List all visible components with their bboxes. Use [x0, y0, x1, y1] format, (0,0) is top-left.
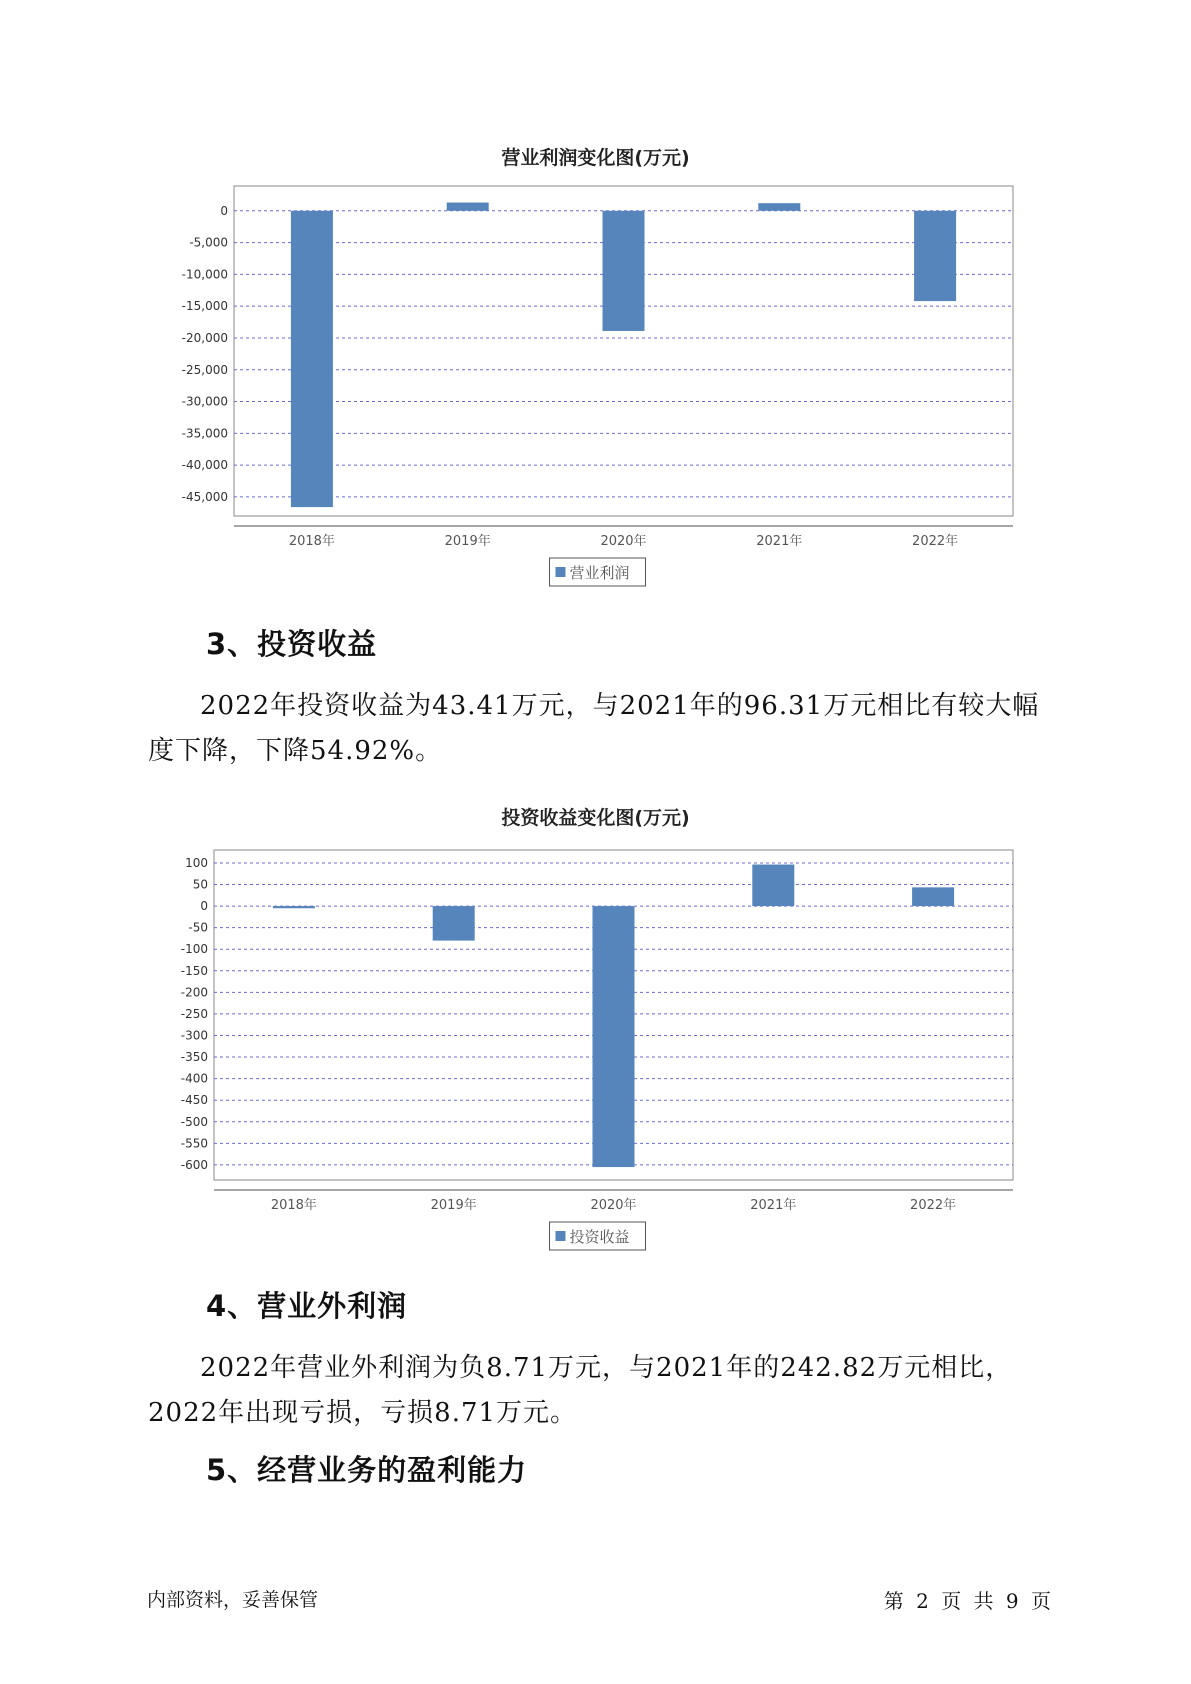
y-tick-label: -400: [180, 1071, 208, 1086]
section4-paragraph: 2022年营业外利润为负8.71万元，与2021年的242.82万元相比，2022年出现亏损，亏损8.71万元。: [148, 1353, 1013, 1428]
investment-income-chart: [0, 840, 1191, 1260]
bar: [912, 887, 954, 906]
x-tick-label: 2020年: [600, 534, 647, 549]
y-tick-label: -40,000: [181, 458, 228, 473]
y-tick-label: -600: [180, 1157, 208, 1172]
legend-label: 营业利润: [569, 564, 630, 582]
y-tick-label: -550: [180, 1136, 208, 1151]
section3-heading: 3、投资收益: [206, 627, 378, 661]
y-tick-label: -300: [180, 1028, 208, 1043]
x-tick-label: 2022年: [910, 1198, 957, 1213]
bar: [273, 906, 315, 908]
footer-confidential-note: 内部资料，妥善保管: [147, 1589, 319, 1611]
y-tick-label: 0: [220, 203, 228, 218]
y-tick-label: -5,000: [189, 235, 228, 250]
bar: [603, 211, 645, 331]
section5-heading: 5、经营业务的盈利能力: [206, 1453, 528, 1487]
y-tick-label: -25,000: [181, 362, 228, 377]
x-tick-label: 2019年: [444, 534, 491, 549]
y-tick-label: 100: [185, 855, 208, 870]
bar: [433, 906, 475, 941]
y-tick-label: -200: [180, 985, 208, 1000]
y-tick-label: -30,000: [181, 394, 228, 409]
bar: [752, 865, 794, 907]
operating-profit-chart: [0, 180, 1191, 600]
y-tick-label: -350: [180, 1050, 208, 1065]
y-tick-label: -150: [180, 963, 208, 978]
x-tick-label: 2019年: [430, 1198, 477, 1213]
chart1-title: 营业利润变化图(万元): [501, 147, 690, 169]
x-tick-label: 2022年: [912, 534, 959, 549]
y-tick-label: -20,000: [181, 330, 228, 345]
legend-swatch: [556, 1231, 566, 1241]
y-tick-label: -500: [180, 1114, 208, 1129]
y-tick-label: -15,000: [181, 299, 228, 314]
y-tick-label: -250: [180, 1006, 208, 1021]
y-tick-label: 0: [200, 899, 208, 914]
legend-swatch: [556, 567, 566, 577]
bar: [914, 211, 956, 301]
y-tick-label: 50: [192, 877, 208, 892]
y-tick-label: -100: [180, 942, 208, 957]
section3-paragraph: 2022年投资收益为43.41万元，与2021年的96.31万元相比有较大幅度下降，下降54.92%。: [148, 691, 1040, 766]
bar: [758, 203, 800, 211]
section4-heading: 4、营业外利润: [206, 1289, 408, 1323]
x-tick-label: 2021年: [756, 534, 803, 549]
y-tick-label: -450: [180, 1093, 208, 1108]
bar: [447, 203, 489, 211]
y-tick-label: -45,000: [181, 489, 228, 504]
y-tick-label: -10,000: [181, 267, 228, 282]
y-tick-label: -50: [188, 920, 208, 935]
chart2-title: 投资收益变化图(万元): [501, 807, 690, 829]
x-tick-label: 2020年: [590, 1198, 637, 1213]
bar: [593, 906, 635, 1167]
bar: [291, 211, 333, 507]
footer-page-number: 第 2 页 共 9 页: [883, 1589, 1051, 1613]
x-tick-label: 2021年: [750, 1198, 797, 1213]
x-tick-label: 2018年: [270, 1198, 317, 1213]
x-tick-label: 2018年: [288, 534, 335, 549]
legend-label: 投资收益: [569, 1228, 630, 1246]
y-tick-label: -35,000: [181, 426, 228, 441]
